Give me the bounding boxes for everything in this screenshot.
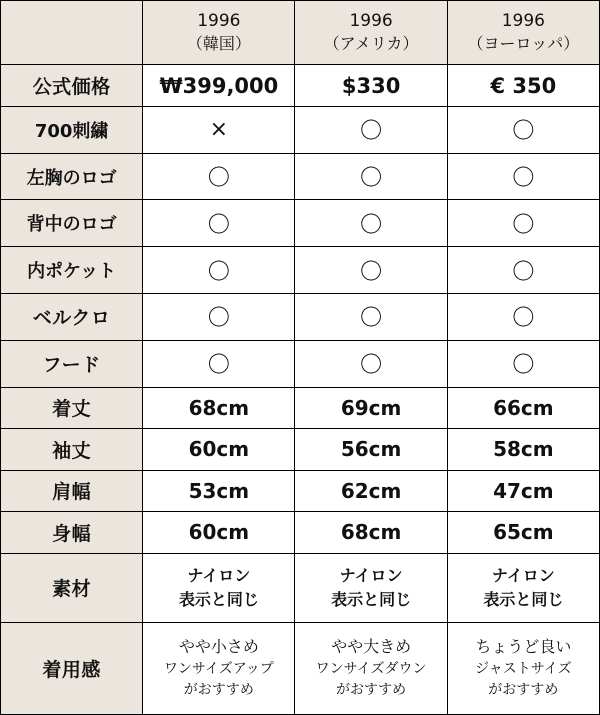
cell-line: がおすすめ — [183, 682, 254, 699]
column-header-year: 1996 — [197, 11, 241, 32]
cell-mark: 〇 — [447, 247, 599, 294]
cell-size: 60cm — [143, 429, 295, 471]
cell-price: $330 — [295, 65, 447, 107]
table-header-row — [1, 1, 600, 65]
cell-mark: 〇 — [295, 247, 447, 294]
cell-material — [295, 553, 447, 622]
table-row — [1, 293, 600, 340]
cell-mark: × — [143, 106, 295, 153]
cell-mark: 〇 — [447, 200, 599, 247]
row-label: 袖丈 — [1, 429, 143, 471]
cell-material — [143, 553, 295, 622]
cell-size: 68cm — [143, 387, 295, 429]
cell-mark: 〇 — [295, 153, 447, 200]
column-header-region: （アメリカ） — [323, 34, 419, 54]
cell-size: 58cm — [447, 429, 599, 471]
cell-size: 53cm — [143, 470, 295, 512]
column-header-region: （韓国） — [186, 34, 251, 54]
cell-line: やや小さめ — [178, 637, 259, 657]
cell-size: 68cm — [295, 512, 447, 554]
cell-line: 表示と同じ — [483, 589, 564, 609]
cell-line: ちょうど良い — [475, 637, 572, 657]
cell-line: ジャストサイズ — [475, 661, 572, 678]
row-label: ベルクロ — [1, 293, 143, 340]
table-row — [1, 429, 600, 471]
cell-mark: 〇 — [295, 340, 447, 387]
cell-material — [447, 553, 599, 622]
table-row — [1, 200, 600, 247]
row-label: 素材 — [1, 553, 143, 622]
table-row — [1, 153, 600, 200]
cell-line: がおすすめ — [336, 682, 407, 699]
row-label: 着丈 — [1, 387, 143, 429]
column-header-region: （ヨーロッパ） — [467, 34, 580, 54]
column-header-1 — [143, 1, 295, 65]
cell-mark: 〇 — [447, 153, 599, 200]
table-row — [1, 622, 600, 714]
cell-size: 47cm — [447, 470, 599, 512]
cell-line: がおすすめ — [488, 682, 559, 699]
table-row — [1, 512, 600, 554]
cell-mark: 〇 — [143, 340, 295, 387]
cell-size: 62cm — [295, 470, 447, 512]
cell-mark: 〇 — [143, 293, 295, 340]
row-label: 肩幅 — [1, 470, 143, 512]
cell-line: やや大きめ — [331, 637, 412, 657]
column-header-year: 1996 — [349, 11, 393, 32]
cell-price: ₩399,000 — [143, 65, 295, 107]
cell-line: ワンサイズダウン — [315, 661, 427, 678]
cell-line: ナイロン — [491, 565, 555, 585]
cell-price: € 350 — [447, 65, 599, 107]
column-header-year: 1996 — [501, 11, 545, 32]
table-row — [1, 65, 600, 107]
cell-mark: 〇 — [295, 293, 447, 340]
row-label: 着用感 — [1, 622, 143, 714]
table-row — [1, 106, 600, 153]
table-body — [1, 1, 600, 715]
row-label: フード — [1, 340, 143, 387]
cell-line: ナイロン — [187, 565, 251, 585]
cell-mark: 〇 — [295, 200, 447, 247]
cell-size: 69cm — [295, 387, 447, 429]
cell-mark: 〇 — [447, 340, 599, 387]
cell-size: 66cm — [447, 387, 599, 429]
cell-size: 60cm — [143, 512, 295, 554]
cell-line: ナイロン — [339, 565, 403, 585]
row-label: 700刺繍 — [1, 106, 143, 153]
column-header-3 — [447, 1, 599, 65]
row-label: 内ポケット — [1, 247, 143, 294]
cell-size: 56cm — [295, 429, 447, 471]
row-label: 左胸のロゴ — [1, 153, 143, 200]
cell-fit — [447, 622, 599, 714]
cell-mark: 〇 — [143, 200, 295, 247]
table-corner-cell — [1, 1, 143, 65]
cell-line: ワンサイズアップ — [163, 661, 274, 678]
table-row — [1, 553, 600, 622]
cell-size: 65cm — [447, 512, 599, 554]
column-header-2 — [295, 1, 447, 65]
cell-mark: 〇 — [143, 247, 295, 294]
cell-line: 表示と同じ — [331, 589, 412, 609]
table-row — [1, 340, 600, 387]
cell-fit — [143, 622, 295, 714]
cell-mark: 〇 — [143, 153, 295, 200]
row-label: 背中のロゴ — [1, 200, 143, 247]
cell-line: 表示と同じ — [178, 589, 259, 609]
cell-mark: 〇 — [447, 293, 599, 340]
table-row — [1, 247, 600, 294]
row-label: 身幅 — [1, 512, 143, 554]
row-label: 公式価格 — [1, 65, 143, 107]
cell-mark: 〇 — [447, 106, 599, 153]
table-row — [1, 387, 600, 429]
cell-mark: 〇 — [295, 106, 447, 153]
table-row — [1, 470, 600, 512]
cell-fit — [295, 622, 447, 714]
